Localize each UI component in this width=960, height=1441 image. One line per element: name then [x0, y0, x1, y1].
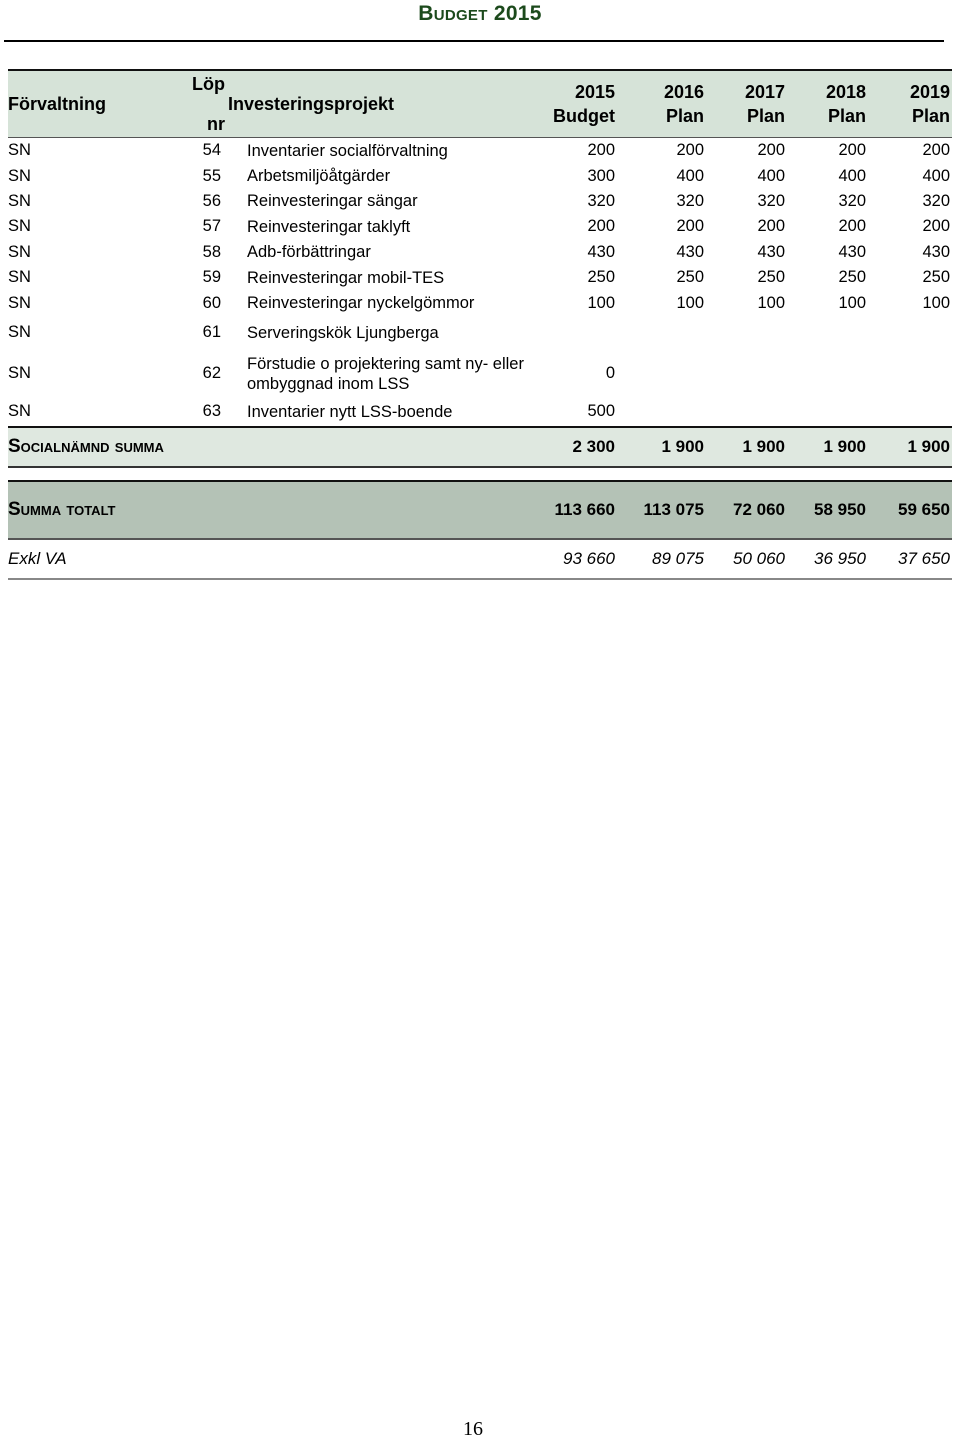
project-name: Reinvesteringar sängar [247, 192, 418, 211]
table-cell: 250 [757, 268, 785, 287]
table-cell: 400 [757, 166, 785, 185]
table-cell: SN [8, 191, 31, 210]
summa-totalt-label: Summa totalt [8, 481, 544, 539]
table-cell [787, 350, 868, 398]
header-year-2018 [787, 70, 868, 138]
header-year-line2: Plan [911, 106, 950, 126]
table-cell [787, 398, 868, 427]
header-year-2017 [706, 70, 787, 138]
table-cell: 59 [202, 268, 221, 287]
table-cell: 320 [757, 191, 785, 210]
table-cell: 320 [587, 191, 615, 210]
project-name: Förstudie o projektering samt ny- eller ombyggnad inom LSS [247, 354, 524, 393]
header-year-line1: 2016 [663, 82, 704, 102]
header-year-line2: Budget [553, 106, 615, 126]
table-cell [228, 189, 544, 214]
table-cell: 89 075 [625, 539, 706, 579]
table-cell [228, 398, 544, 427]
header-projekt: Investeringsprojekt [228, 70, 544, 138]
table-cell: 200 [922, 217, 950, 236]
table-cell: 61 [202, 323, 221, 342]
header-year-line1: 2015 [574, 82, 615, 102]
table-cell: 320 [838, 191, 866, 210]
table-cell: 55 [202, 166, 221, 185]
table-cell [868, 350, 952, 398]
table-cell: 250 [587, 268, 615, 287]
table-cell: 58 950 [787, 481, 868, 539]
table-cell [868, 316, 952, 350]
table-cell: 200 [757, 217, 785, 236]
header-year-line1: 2017 [744, 82, 785, 102]
table-cell [228, 265, 544, 290]
table-cell: 100 [676, 293, 704, 312]
table-cell [706, 398, 787, 427]
table-row [8, 163, 952, 188]
table-cell: 430 [757, 242, 785, 261]
table-cell: 37 650 [868, 539, 952, 579]
project-name: Arbetsmiljöåtgärder [247, 167, 391, 186]
table-row [8, 350, 952, 398]
table-cell: 200 [922, 141, 950, 160]
table-cell: 60 [202, 293, 221, 312]
header-lop-nr [128, 70, 228, 138]
table-cell: 72 060 [706, 481, 787, 539]
table-row [8, 138, 952, 164]
header-year-2019 [868, 70, 952, 138]
header-year-line2: Plan [746, 106, 785, 126]
table-cell: 200 [676, 141, 704, 160]
table-cell [228, 138, 544, 164]
table-cell [544, 316, 625, 350]
table-cell: 100 [587, 293, 615, 312]
project-name: Reinvesteringar taklyft [247, 217, 411, 236]
table-cell: 200 [838, 141, 866, 160]
header-lop-line2: nr [207, 114, 225, 134]
table-header-row [8, 70, 952, 138]
table-row [8, 265, 952, 290]
table-cell: 54 [202, 141, 221, 160]
table-cell: 59 650 [868, 481, 952, 539]
header-year-line1: 2018 [825, 82, 866, 102]
project-name: Serveringskök Ljungberga [247, 323, 439, 342]
table-cell: 200 [676, 217, 704, 236]
table-cell: SN [8, 166, 31, 185]
table-cell: SN [8, 217, 31, 236]
project-name: Adb-förbättringar [247, 243, 371, 262]
table-cell [625, 398, 706, 427]
header-year-line1: 2019 [909, 82, 950, 102]
table-cell: 430 [587, 242, 615, 261]
table-cell: 200 [587, 217, 615, 236]
table-cell: 0 [605, 364, 615, 383]
table-cell: SN [8, 242, 31, 261]
table-cell: 2 300 [544, 427, 625, 467]
social-summa-row [8, 427, 952, 467]
table-cell: 56 [202, 191, 221, 210]
project-name: Reinvesteringar mobil-TES [247, 268, 445, 287]
table-cell: 100 [838, 293, 866, 312]
social-summa-label: Socialnämnd summa [8, 427, 544, 467]
table-cell: 1 900 [868, 427, 952, 467]
project-name: Inventarier socialförvaltning [247, 141, 448, 160]
table-cell: SN [8, 402, 31, 421]
exkl-va-row [8, 539, 952, 579]
table-cell: 58 [202, 242, 221, 261]
table-cell: 100 [757, 293, 785, 312]
table-cell: 400 [922, 166, 950, 185]
header-year-line2: Plan [665, 106, 704, 126]
table-cell: 400 [676, 166, 704, 185]
table-cell [228, 316, 544, 350]
table-cell: 430 [676, 242, 704, 261]
table-cell: 320 [676, 191, 704, 210]
table-cell [228, 240, 544, 265]
table-cell: 200 [587, 141, 615, 160]
table-cell: 300 [587, 166, 615, 185]
table-cell: SN [8, 323, 31, 342]
table-cell [868, 398, 952, 427]
table-row [8, 214, 952, 239]
table-cell: 430 [922, 242, 950, 261]
table-cell: 62 [202, 364, 221, 383]
header-year-2016 [625, 70, 706, 138]
page-title: Budget 2015 [418, 2, 542, 25]
investment-table [8, 69, 952, 580]
table-cell: 500 [587, 402, 615, 421]
table-cell: 400 [838, 166, 866, 185]
table-cell: 250 [838, 268, 866, 287]
summa-totalt-row [8, 481, 952, 539]
header-forvaltning: Förvaltning [8, 70, 128, 138]
table-body [8, 138, 952, 579]
table-cell [228, 290, 544, 315]
table-cell: 200 [838, 217, 866, 236]
header-year-2015 [544, 70, 625, 138]
table-cell [228, 214, 544, 239]
exkl-va-label: Exkl VA [8, 539, 544, 579]
table-cell: 36 950 [787, 539, 868, 579]
table-cell: 430 [838, 242, 866, 261]
project-name: Inventarier nytt LSS-boende [247, 402, 453, 421]
spacer-cell [8, 467, 952, 481]
table-cell: 57 [202, 217, 221, 236]
table-cell: 250 [676, 268, 704, 287]
table-cell: 1 900 [706, 427, 787, 467]
table-cell: SN [8, 141, 31, 160]
header-lop-line1: Löp [192, 74, 225, 94]
header-year-line2: Plan [827, 106, 866, 126]
table-cell [787, 316, 868, 350]
table-cell: SN [8, 293, 31, 312]
table-row [8, 189, 952, 214]
table-cell [625, 350, 706, 398]
table-cell [228, 350, 544, 398]
table-cell: 1 900 [625, 427, 706, 467]
table-cell: 93 660 [544, 539, 625, 579]
table-cell: 250 [922, 268, 950, 287]
project-name: Reinvesteringar nyckelgömmor [247, 294, 475, 313]
table-cell: SN [8, 364, 31, 383]
top-divider [4, 40, 944, 42]
table-row [8, 316, 952, 350]
table-row [8, 240, 952, 265]
table-cell: 63 [202, 402, 221, 421]
table-row [8, 290, 952, 315]
table-cell: 113 660 [544, 481, 625, 539]
table-cell [228, 163, 544, 188]
table-cell: 50 060 [706, 539, 787, 579]
table-cell: 320 [922, 191, 950, 210]
table-cell: 100 [922, 293, 950, 312]
table-cell: SN [8, 268, 31, 287]
table-cell [625, 316, 706, 350]
table-row [8, 398, 952, 427]
page-number: 16 [463, 1418, 483, 1440]
table-cell: 200 [757, 141, 785, 160]
table-cell [706, 316, 787, 350]
table-cell [706, 350, 787, 398]
table-cell: 1 900 [787, 427, 868, 467]
table-cell: 113 075 [625, 481, 706, 539]
spacer-row [8, 467, 952, 481]
